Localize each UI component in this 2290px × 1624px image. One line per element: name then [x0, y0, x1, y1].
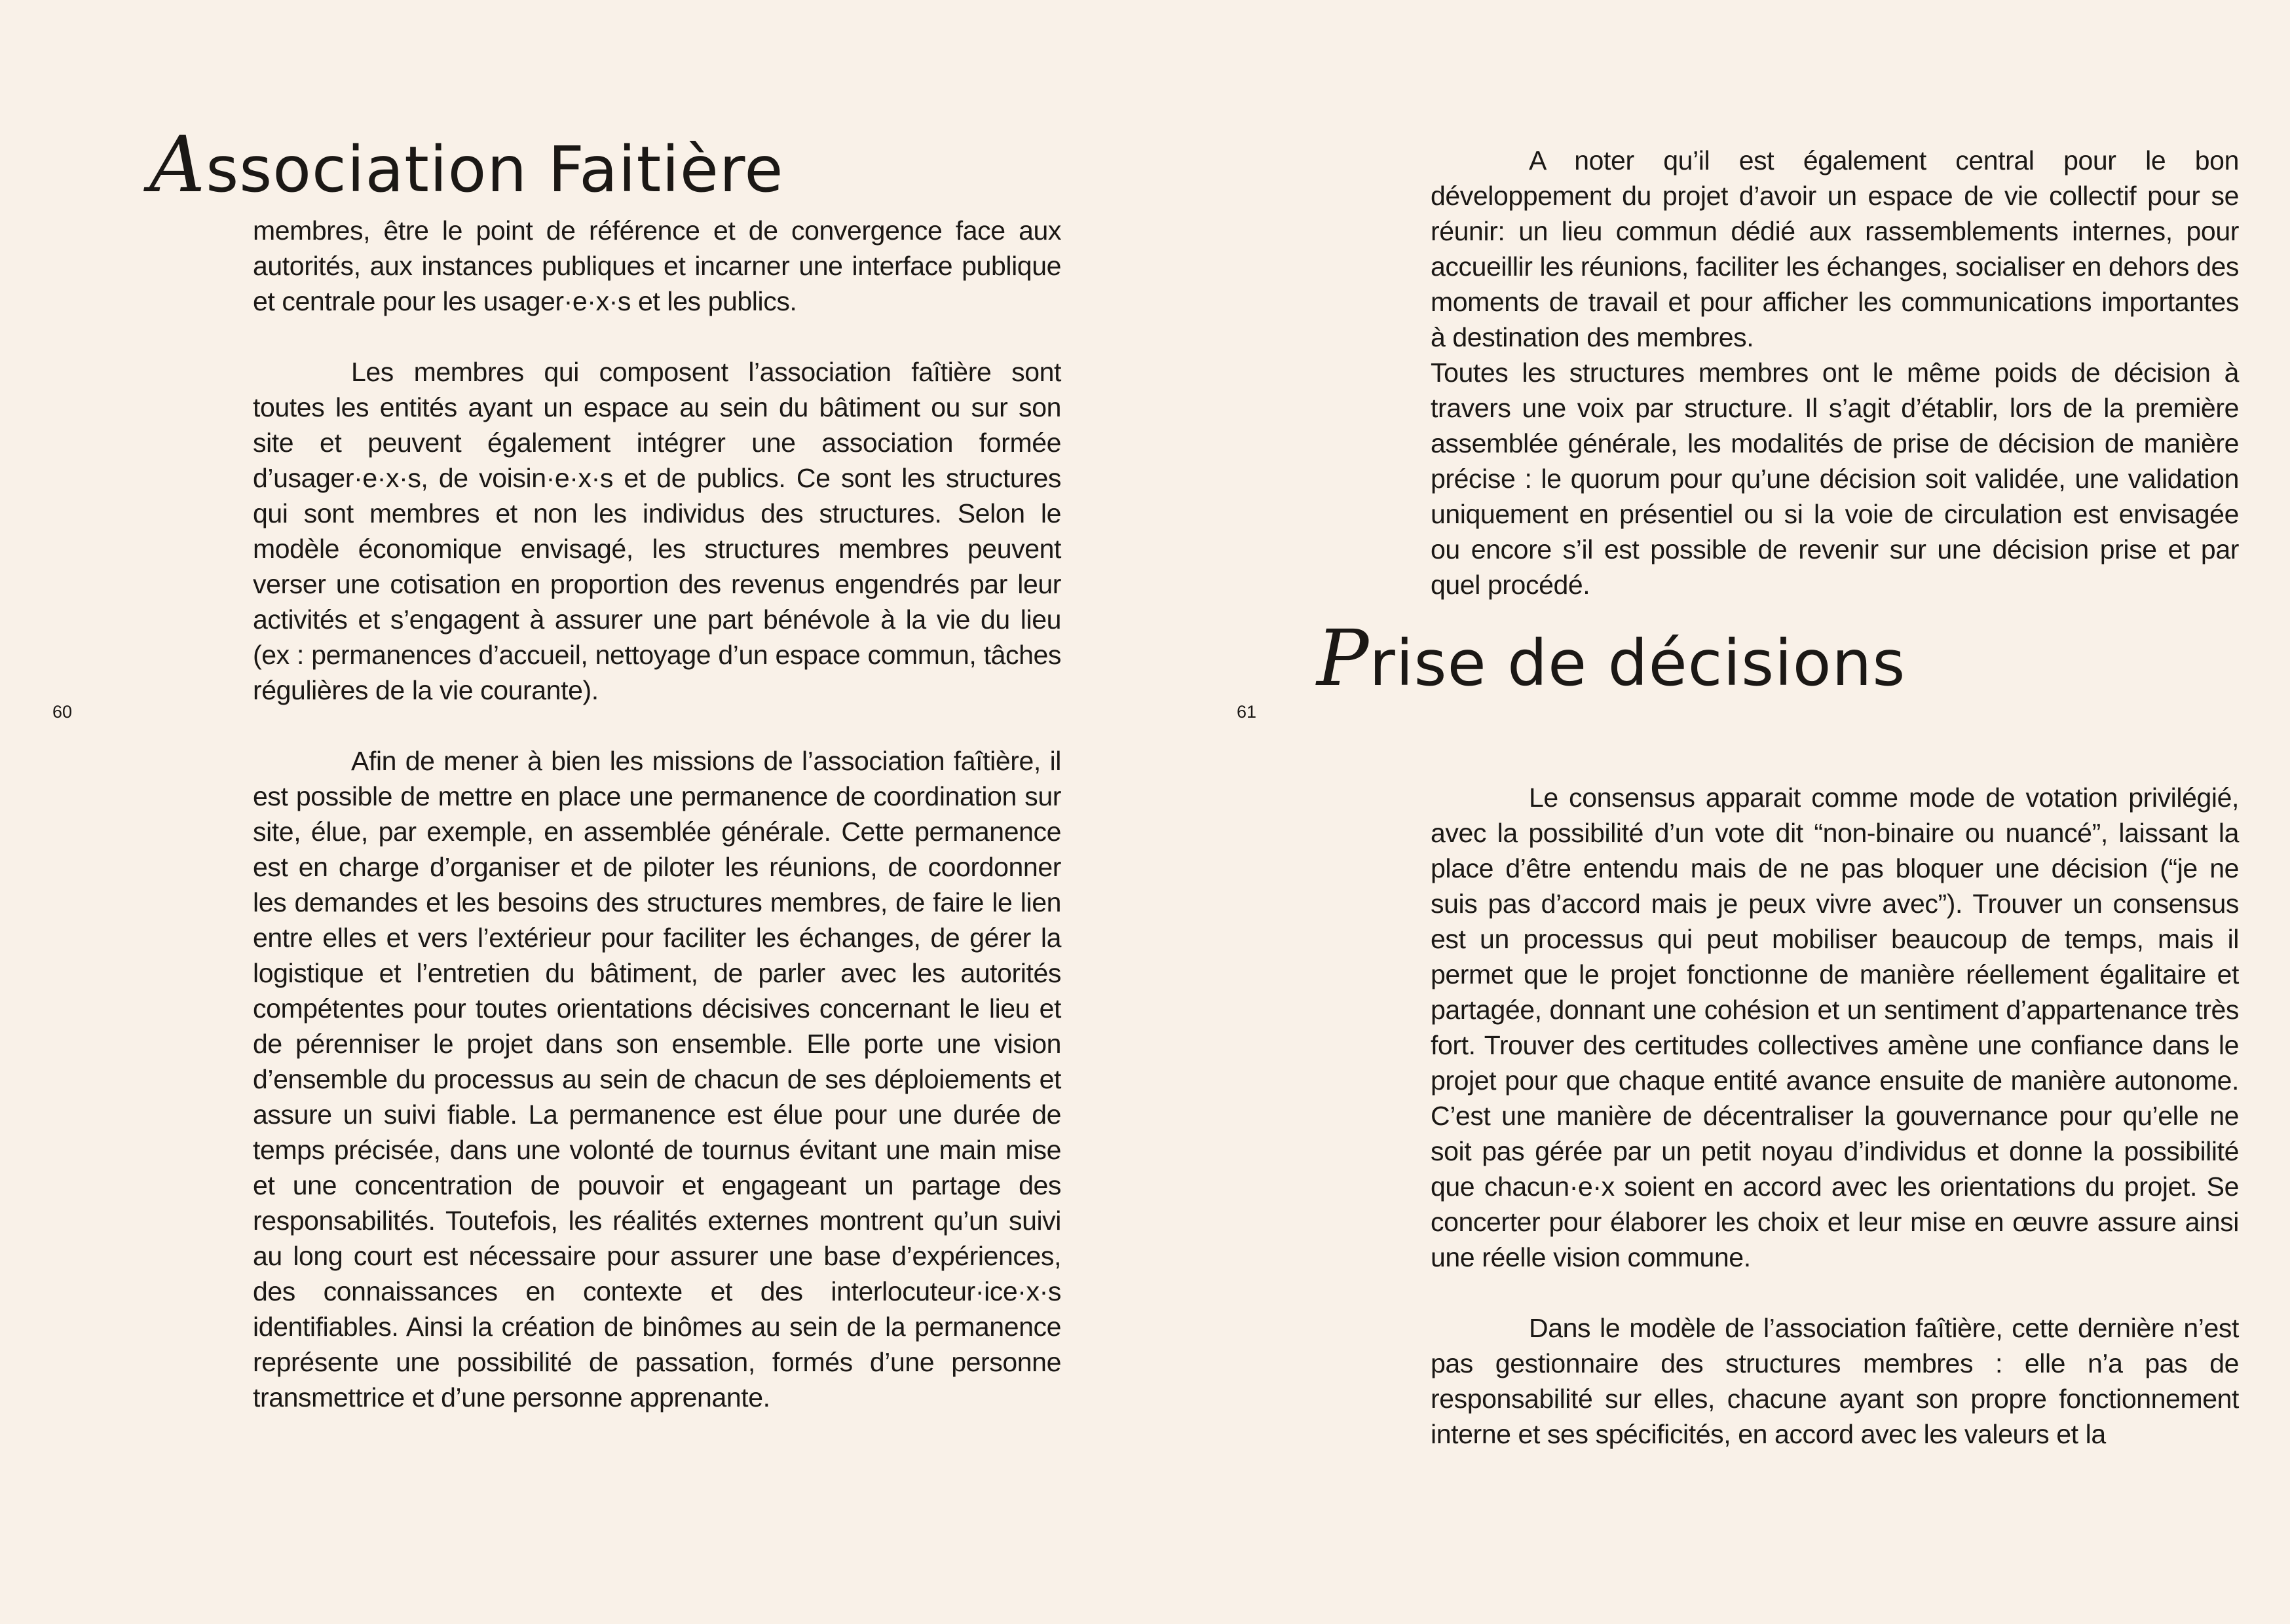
right-page: [1145, 0, 2290, 1624]
left-body-text: [253, 213, 1061, 1415]
page-number-right: 61: [1237, 702, 1257, 722]
paragraph-consensus: Le consensus apparait comme mode de votation privilégié, avec la possibilité d’un vote dit “non-binaire ou nuancé”, laissant la place d’être entendu mais de ne pas bloquer une décision (“je ne suis pas d’accord mais je peux vivre avec”). Trouver un consensus est un processus qui peut mobiliser beaucoup de temps, mais il permet que le projet fonctionne de manière réellement égalitaire et partagée, donnant une cohésion et un sentiment d’appartenance très fort. Trouver des certitudes collectives amène une confiance dans le projet pour que chaque entité avance ensuite de manière autonome. C’est une manière de décentraliser la gouvernance pour qu’elle ne soit pas gérée par un petit noyau d’individus et donne la possibilité que chacun·e·x soient en accord avec les orientations du projet. Se concerter pour élaborer les choix et leur mise en œuvre assure ainsi une réelle vision commune.: [1431, 783, 2239, 1272]
paragraph-voting-weight: Toutes les structures membres ont le même poids de décision à travers une voix par structure. Il s’agit d’établir, lors de la première assemblée générale, les modalités de prise de décision de manière précise : le quorum pour qu’une décision soit validée, une validation uniquement en présentiel ou si la voie de circulation est envisagée ou encore s’il est possible de revenir sur une décision prise et par quel procédé.: [1431, 358, 2239, 600]
right-body-text-top: [1431, 143, 2239, 602]
right-body-text-bottom: [1431, 780, 2239, 1452]
paragraph-collective-space: A noter qu’il est également central pour le bon développement du projet d’avoir un espace de vie collectif pour se réunir: un lieu commun dédié aux rassemblements internes, pour accueillir les réunions, faciliter les échanges, socialiser en dehors des moments de travail et pour afficher les communications importantes à destination des membres.: [1431, 145, 2239, 352]
page-number-left: 60: [52, 702, 73, 722]
paragraph-coordination: Afin de mener à bien les missions de l’association faîtière, il est possible de mettre en place une permanence de coordination sur site, élue, par exemple, en assemblée générale. Cette permanence est en charge d’organiser et de piloter les réunions, de coordonner les demandes et les besoins des structures membres, de faire le lien entre elles et vers l’extérieur pour faciliter les échanges, de gérer la logistique et l’entretien du bâtiment, de parler avec les autorités compétentes pour toutes orientations décisives concernant le lieu et de pérenniser le projet dans son ensemble. Elle porte une vision d’ensemble du processus au sein de chacun de ses déploiements et assure un suivi fiable. La permanence est élue pour une durée de temps précisée, dans une volonté de tournus évitant une main mise et une concentration de pouvoir et engageant un partage des responsabilités. Toutefois, les réalités externes montrent qu’un suivi au long court est nécessaire pour assurer une base d’expériences, des connaissances en contexte et des interlocuteur·ice·x·s identifiables. Ainsi la création de binômes au sein de la permanence représente une possibilité de passation, formés d’une personne transmettrice et d’une personne apprenante.: [253, 746, 1061, 1412]
section-title-association-faitiere: [149, 119, 784, 210]
paragraph-continuation: membres, être le point de référence et de convergence face aux autorités, aux instances publiques et incarner une interface publique et centrale pour les usager·e·x·s et les publics.: [253, 215, 1061, 316]
title-rest: ssociation Faitière: [206, 133, 784, 206]
section-title-prise-de-decisions: [1317, 613, 1906, 703]
paragraph-members: Les membres qui composent l’association faîtière sont toutes les entités ayant un espace au sein du bâtiment ou sur son site et peuvent également intégrer une association formée d’usager·e·x·s, de voisin·e·x·s et de publics. Ce sont les structures qui sont membres et non les individus des structures. Selon le modèle économique envisagé, les structures membres peuvent verser une cotisation en proportion des revenus engendrés par leur activités et s’engagent à assurer une part bénévole à la vie du lieu (ex : permanences d’accueil, nettoyage d’un espace commun, tâches régulières de la vie courante).: [253, 357, 1061, 705]
title-initial: A: [149, 119, 206, 210]
title-rest: rise de décisions: [1369, 627, 1906, 700]
paragraph-model: Dans le modèle de l’association faîtière, cette dernière n’est pas gestionnaire des structures membres : elle n’a pas de responsabilité sur elles, chacune ayant son propre fonctionnement interne et ses spécificités, en accord avec les valeurs et la: [1431, 1313, 2239, 1449]
title-initial: P: [1317, 613, 1370, 703]
